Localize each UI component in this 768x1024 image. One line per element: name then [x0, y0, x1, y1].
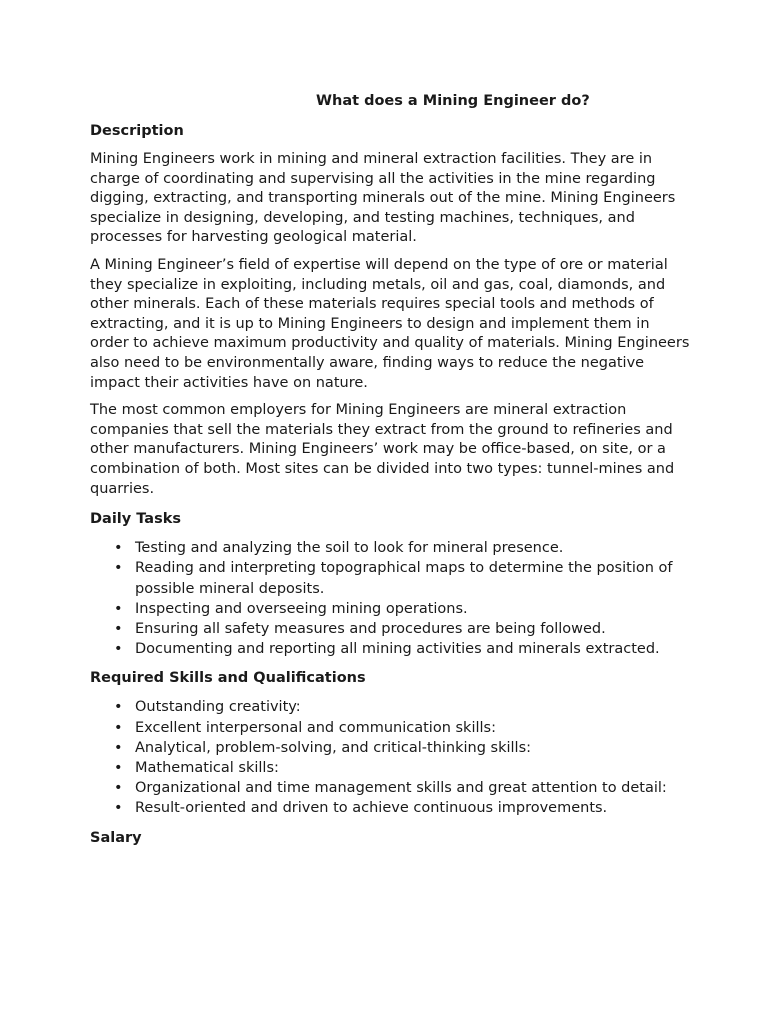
list-item	[90, 798, 690, 818]
list-item-text: Testing and analyzing the soil to look for mineral presence.	[135, 540, 564, 557]
list-item-text: Ensuring all safety measures and procedures are being followed.	[135, 620, 606, 637]
bullet-icon: •	[114, 759, 123, 776]
list-item-text: Documenting and reporting all mining activities and minerals extracted.	[135, 641, 660, 658]
list-item-text: Excellent interpersonal and communication skills:	[135, 719, 496, 736]
list-item	[90, 697, 690, 717]
list-item	[90, 738, 690, 758]
list-item-text: Result-oriented and driven to achieve continuous improvements.	[135, 800, 608, 817]
list-item	[90, 758, 690, 778]
bullet-icon: •	[114, 739, 123, 756]
list-item	[90, 718, 690, 738]
list-item-text: Mathematical skills:	[135, 759, 279, 776]
list-item	[90, 778, 690, 798]
bullet-icon: •	[114, 780, 123, 797]
document-title: What does a Mining Engineer do?	[316, 93, 590, 109]
bullet-icon: •	[114, 699, 123, 716]
bullet-icon: •	[114, 540, 123, 557]
document-page	[90, 90, 690, 849]
list-item-text: Reading and interpreting topographical maps to determine the position of possible mineral deposits.	[135, 560, 673, 597]
daily-tasks-heading: Daily Tasks	[90, 511, 181, 528]
list-item	[90, 619, 690, 639]
bullet-icon: •	[114, 641, 123, 658]
list-item-text: Outstanding creativity:	[135, 699, 301, 716]
bullet-icon: •	[114, 600, 123, 617]
description-paragraph-2: A Mining Engineer’s field of expertise will depend on the type of ore or material they specialize in exploiting, including metals, oil and gas, coal, diamonds, and other minerals. Each of these materials requires special tools and methods of extracting, and it is up to Mining Engineers to design and implement them in order to achieve maximum productivity and quality of materials. Mining Engineers also need to be environmentally aware, finding ways to reduce the negative impact their activities have on nature.	[90, 256, 690, 391]
bullet-icon: •	[114, 800, 123, 817]
salary-heading: Salary	[90, 829, 142, 846]
bullet-icon: •	[114, 719, 123, 736]
list-item	[90, 538, 690, 558]
skills-heading: Required Skills and Qualifications	[90, 670, 366, 687]
daily-tasks-list	[90, 538, 690, 659]
description-heading: Description	[90, 123, 184, 139]
list-item-text: Organizational and time management skills and great attention to detail:	[135, 780, 667, 797]
bullet-icon: •	[114, 620, 123, 637]
list-item-text: Analytical, problem-solving, and critical-thinking skills:	[135, 739, 532, 756]
list-item	[90, 639, 690, 659]
description-paragraph-3: The most common employers for Mining Engineers are mineral extraction companies that sell the materials they extract from the ground to refineries and other manufacturers. Mining Engineers’ work may be office-based, on site, or a combination of both. Most sites can be divided into two types: tunnel-mines and quarries.	[90, 402, 675, 497]
skills-list	[90, 697, 690, 818]
list-item	[90, 558, 690, 598]
list-item	[90, 599, 690, 619]
list-item-text: Inspecting and overseeing mining operations.	[135, 600, 468, 617]
bullet-icon: •	[114, 560, 123, 577]
description-paragraph-1: Mining Engineers work in mining and mineral extraction facilities. They are in charge of coordinating and supervising all the activities in the mine regarding digging, extracting, and transporting minerals out of the mine. Mining Engineers specialize in designing, developing, and testing machines, techniques, and processes for harvesting geological material.	[90, 151, 676, 246]
